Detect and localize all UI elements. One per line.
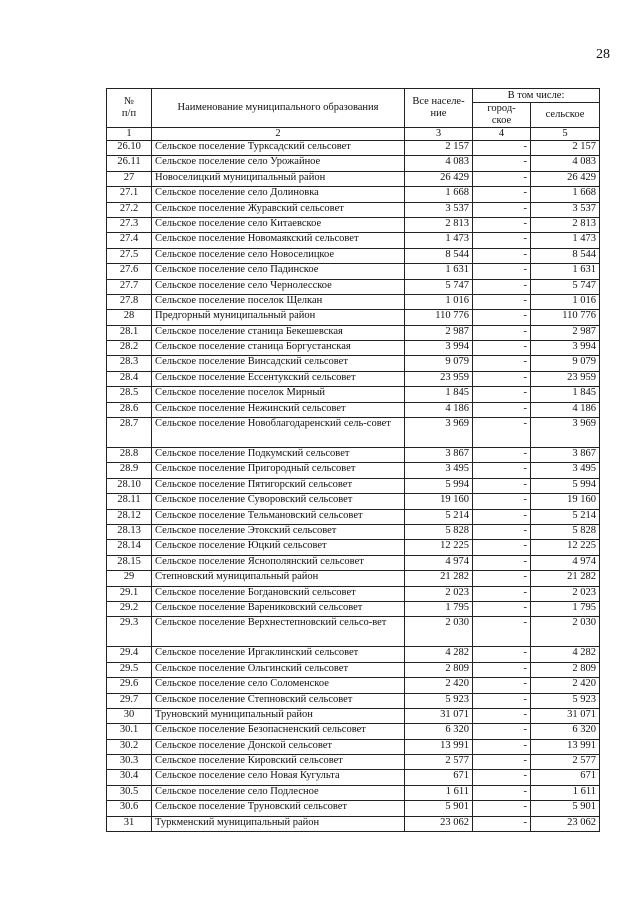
row-number: 30.1 <box>107 724 152 739</box>
row-urban: - <box>473 739 531 754</box>
row-number: 30.4 <box>107 770 152 785</box>
row-name: Сельское поселение Новоблагодаренский сель-совет <box>152 418 405 448</box>
row-rural: 1 668 <box>531 187 600 202</box>
table-row <box>107 141 600 156</box>
table-row <box>107 294 600 309</box>
row-urban: - <box>473 387 531 402</box>
row-rural: 6 320 <box>531 724 600 739</box>
row-urban: - <box>473 356 531 371</box>
row-total: 9 079 <box>405 356 473 371</box>
row-number: 28.2 <box>107 341 152 356</box>
row-rural: 13 991 <box>531 739 600 754</box>
row-rural: 1 845 <box>531 387 600 402</box>
header-all: Все населе- ние <box>405 89 473 128</box>
row-name: Сельское поселение Кировский сельсовет <box>152 755 405 770</box>
row-total: 13 991 <box>405 739 473 754</box>
row-name: Сельское поселение Пригородный сельсовет <box>152 463 405 478</box>
row-name: Сельское поселение Донской сельсовет <box>152 739 405 754</box>
table-row <box>107 310 600 325</box>
row-rural: 110 776 <box>531 310 600 325</box>
row-urban: - <box>473 555 531 570</box>
row-total: 23 959 <box>405 371 473 386</box>
table-row <box>107 693 600 708</box>
row-urban: - <box>473 724 531 739</box>
table-row <box>107 555 600 570</box>
row-total: 1 473 <box>405 233 473 248</box>
row-name: Сельское поселение Труновский сельсовет <box>152 801 405 816</box>
row-number: 28.5 <box>107 387 152 402</box>
row-number: 28.7 <box>107 418 152 448</box>
row-number: 28 <box>107 310 152 325</box>
row-number: 27.4 <box>107 233 152 248</box>
row-name: Сельское поселение Нежинский сельсовет <box>152 402 405 417</box>
row-name: Сельское поселение Степновский сельсовет <box>152 693 405 708</box>
row-total: 6 320 <box>405 724 473 739</box>
row-number: 26.11 <box>107 156 152 171</box>
row-rural: 1 795 <box>531 601 600 616</box>
population-table <box>106 88 600 832</box>
row-number: 28.15 <box>107 555 152 570</box>
row-urban: - <box>473 448 531 463</box>
row-urban: - <box>473 662 531 677</box>
row-urban: - <box>473 187 531 202</box>
column-index: 5 <box>531 128 600 141</box>
row-urban: - <box>473 494 531 509</box>
table-row <box>107 156 600 171</box>
column-index-row <box>107 128 600 141</box>
row-rural: 3 537 <box>531 202 600 217</box>
table-row <box>107 494 600 509</box>
row-urban: - <box>473 755 531 770</box>
table-row <box>107 171 600 186</box>
table-row <box>107 601 600 616</box>
row-urban: - <box>473 233 531 248</box>
row-urban: - <box>473 325 531 340</box>
row-name: Предгорный муниципальный район <box>152 310 405 325</box>
column-index: 4 <box>473 128 531 141</box>
row-rural: 1 473 <box>531 233 600 248</box>
row-rural: 23 959 <box>531 371 600 386</box>
row-name: Туркменский муниципальный район <box>152 816 405 831</box>
header-num: № п/п <box>107 89 152 128</box>
row-urban: - <box>473 279 531 294</box>
row-name: Сельское поселение Суворовский сельсовет <box>152 494 405 509</box>
table-row <box>107 402 600 417</box>
row-name: Сельское поселение Ольгинский сельсовет <box>152 662 405 677</box>
row-number: 28.8 <box>107 448 152 463</box>
row-total: 31 071 <box>405 708 473 723</box>
row-name: Сельское поселение село Китаевское <box>152 217 405 232</box>
row-urban: - <box>473 418 531 448</box>
row-urban: - <box>473 801 531 816</box>
row-urban: - <box>473 617 531 647</box>
row-total: 1 845 <box>405 387 473 402</box>
table-row <box>107 202 600 217</box>
row-name: Сельское поселение Новомаякский сельсовет <box>152 233 405 248</box>
header-urban: город- ское <box>473 103 531 128</box>
row-total: 1 795 <box>405 601 473 616</box>
row-number: 29 <box>107 571 152 586</box>
row-name: Сельское поселение Винсадский сельсовет <box>152 356 405 371</box>
row-rural: 12 225 <box>531 540 600 555</box>
row-urban: - <box>473 463 531 478</box>
row-number: 27.5 <box>107 248 152 263</box>
table-row <box>107 617 600 647</box>
row-number: 28.14 <box>107 540 152 555</box>
row-number: 28.3 <box>107 356 152 371</box>
row-total: 1 631 <box>405 264 473 279</box>
table-row <box>107 448 600 463</box>
row-number: 29.6 <box>107 678 152 693</box>
row-name: Сельское поселение Этокский сельсовет <box>152 524 405 539</box>
row-number: 27.2 <box>107 202 152 217</box>
table-row <box>107 387 600 402</box>
table-body <box>107 141 600 832</box>
row-total: 2 420 <box>405 678 473 693</box>
table-row <box>107 233 600 248</box>
table-row <box>107 540 600 555</box>
table-row <box>107 187 600 202</box>
row-total: 3 994 <box>405 341 473 356</box>
row-urban: - <box>473 785 531 800</box>
row-rural: 4 282 <box>531 647 600 662</box>
row-urban: - <box>473 693 531 708</box>
row-rural: 26 429 <box>531 171 600 186</box>
row-urban: - <box>473 264 531 279</box>
row-total: 3 969 <box>405 418 473 448</box>
table-row <box>107 478 600 493</box>
table-row <box>107 739 600 754</box>
row-rural: 3 969 <box>531 418 600 448</box>
row-number: 27.1 <box>107 187 152 202</box>
row-urban: - <box>473 171 531 186</box>
row-name: Труновский муниципальный район <box>152 708 405 723</box>
row-total: 2 157 <box>405 141 473 156</box>
column-index: 3 <box>405 128 473 141</box>
row-name: Сельское поселение Варениковский сельсовет <box>152 601 405 616</box>
row-name: Сельское поселение станица Бекешевская <box>152 325 405 340</box>
row-rural: 5 828 <box>531 524 600 539</box>
row-total: 19 160 <box>405 494 473 509</box>
row-rural: 2 813 <box>531 217 600 232</box>
row-number: 30.2 <box>107 739 152 754</box>
row-total: 4 282 <box>405 647 473 662</box>
table-row <box>107 371 600 386</box>
row-rural: 19 160 <box>531 494 600 509</box>
row-total: 26 429 <box>405 171 473 186</box>
row-number: 29.1 <box>107 586 152 601</box>
row-number: 28.1 <box>107 325 152 340</box>
row-number: 29.5 <box>107 662 152 677</box>
row-total: 1 668 <box>405 187 473 202</box>
table-row <box>107 325 600 340</box>
row-rural: 31 071 <box>531 708 600 723</box>
row-urban: - <box>473 310 531 325</box>
table-row <box>107 279 600 294</box>
row-urban: - <box>473 647 531 662</box>
row-number: 29.2 <box>107 601 152 616</box>
row-rural: 5 994 <box>531 478 600 493</box>
row-urban: - <box>473 816 531 831</box>
row-number: 30.5 <box>107 785 152 800</box>
row-total: 2 030 <box>405 617 473 647</box>
table-row <box>107 724 600 739</box>
row-total: 4 186 <box>405 402 473 417</box>
row-number: 27.6 <box>107 264 152 279</box>
row-number: 31 <box>107 816 152 831</box>
row-rural: 9 079 <box>531 356 600 371</box>
row-name: Сельское поселение село Новоселицкое <box>152 248 405 263</box>
row-urban: - <box>473 571 531 586</box>
row-rural: 8 544 <box>531 248 600 263</box>
row-number: 29.7 <box>107 693 152 708</box>
row-total: 2 023 <box>405 586 473 601</box>
row-total: 2 813 <box>405 217 473 232</box>
row-total: 1 016 <box>405 294 473 309</box>
row-urban: - <box>473 217 531 232</box>
row-total: 2 577 <box>405 755 473 770</box>
row-urban: - <box>473 770 531 785</box>
row-name: Сельское поселение Иргаклинский сельсовет <box>152 647 405 662</box>
row-total: 2 987 <box>405 325 473 340</box>
row-urban: - <box>473 402 531 417</box>
table-row <box>107 248 600 263</box>
row-rural: 5 214 <box>531 509 600 524</box>
row-rural: 2 030 <box>531 617 600 647</box>
row-rural: 1 016 <box>531 294 600 309</box>
row-rural: 2 577 <box>531 755 600 770</box>
row-name: Сельское поселение село Долиновка <box>152 187 405 202</box>
row-urban: - <box>473 540 531 555</box>
table-row <box>107 217 600 232</box>
row-urban: - <box>473 524 531 539</box>
row-total: 5 747 <box>405 279 473 294</box>
row-name: Сельское поселение поселок Щелкан <box>152 294 405 309</box>
row-number: 27 <box>107 171 152 186</box>
row-name: Сельское поселение Тельмановский сельсовет <box>152 509 405 524</box>
row-total: 5 994 <box>405 478 473 493</box>
row-number: 28.11 <box>107 494 152 509</box>
row-rural: 2 420 <box>531 678 600 693</box>
row-number: 28.9 <box>107 463 152 478</box>
row-name: Сельское поселение село Чернолесское <box>152 279 405 294</box>
row-number: 27.8 <box>107 294 152 309</box>
row-name: Сельское поселение село Подлесное <box>152 785 405 800</box>
row-rural: 21 282 <box>531 571 600 586</box>
row-total: 5 214 <box>405 509 473 524</box>
row-total: 2 809 <box>405 662 473 677</box>
row-number: 26.10 <box>107 141 152 156</box>
table-row <box>107 755 600 770</box>
row-rural: 5 923 <box>531 693 600 708</box>
table-row <box>107 418 600 448</box>
row-urban: - <box>473 248 531 263</box>
row-urban: - <box>473 678 531 693</box>
row-number: 28.10 <box>107 478 152 493</box>
row-name: Сельское поселение Юцкий сельсовет <box>152 540 405 555</box>
row-number: 28.12 <box>107 509 152 524</box>
row-total: 5 901 <box>405 801 473 816</box>
table-row <box>107 770 600 785</box>
row-rural: 1 611 <box>531 785 600 800</box>
row-total: 3 495 <box>405 463 473 478</box>
row-total: 3 867 <box>405 448 473 463</box>
row-urban: - <box>473 371 531 386</box>
header-rural: сельское <box>531 103 600 128</box>
row-name: Сельское поселение Журавский сельсовет <box>152 202 405 217</box>
row-number: 30 <box>107 708 152 723</box>
table-row <box>107 571 600 586</box>
row-total: 3 537 <box>405 202 473 217</box>
row-name: Степновский муниципальный район <box>152 571 405 586</box>
row-total: 5 828 <box>405 524 473 539</box>
header-name: Наименование муниципального образования <box>152 89 405 128</box>
row-rural: 2 157 <box>531 141 600 156</box>
table-row <box>107 509 600 524</box>
row-urban: - <box>473 509 531 524</box>
table-row <box>107 463 600 478</box>
table-row <box>107 341 600 356</box>
row-number: 28.4 <box>107 371 152 386</box>
row-urban: - <box>473 294 531 309</box>
row-number: 27.3 <box>107 217 152 232</box>
row-rural: 4 083 <box>531 156 600 171</box>
row-rural: 23 062 <box>531 816 600 831</box>
row-rural: 2 987 <box>531 325 600 340</box>
table-row <box>107 647 600 662</box>
row-name: Сельское поселение поселок Мирный <box>152 387 405 402</box>
table-row <box>107 356 600 371</box>
row-name: Сельское поселение село Падинское <box>152 264 405 279</box>
page-number: 28 <box>596 47 610 62</box>
row-name: Сельское поселение село Соломенское <box>152 678 405 693</box>
row-rural: 5 901 <box>531 801 600 816</box>
header-including: В том числе: <box>473 89 600 103</box>
row-urban: - <box>473 341 531 356</box>
row-name: Сельское поселение Подкумский сельсовет <box>152 448 405 463</box>
row-name: Сельское поселение Ессентукский сельсовет <box>152 371 405 386</box>
table-row <box>107 586 600 601</box>
row-name: Сельское поселение село Урожайное <box>152 156 405 171</box>
column-index: 2 <box>152 128 405 141</box>
row-number: 30.3 <box>107 755 152 770</box>
table-row <box>107 785 600 800</box>
row-urban: - <box>473 586 531 601</box>
row-name: Сельское поселение Безопасненский сельсовет <box>152 724 405 739</box>
row-rural: 3 867 <box>531 448 600 463</box>
row-number: 29.4 <box>107 647 152 662</box>
row-name: Сельское поселение Яснополянский сельсовет <box>152 555 405 570</box>
row-rural: 3 495 <box>531 463 600 478</box>
row-rural: 2 023 <box>531 586 600 601</box>
table-row <box>107 662 600 677</box>
row-total: 12 225 <box>405 540 473 555</box>
column-index: 1 <box>107 128 152 141</box>
row-total: 21 282 <box>405 571 473 586</box>
row-rural: 1 631 <box>531 264 600 279</box>
table-row <box>107 708 600 723</box>
row-name: Сельское поселение Богдановский сельсовет <box>152 586 405 601</box>
row-name: Новоселицкий муниципальный район <box>152 171 405 186</box>
row-total: 23 062 <box>405 816 473 831</box>
row-urban: - <box>473 601 531 616</box>
table-row <box>107 816 600 831</box>
row-total: 8 544 <box>405 248 473 263</box>
row-rural: 4 974 <box>531 555 600 570</box>
table-row <box>107 801 600 816</box>
row-total: 671 <box>405 770 473 785</box>
table-row <box>107 678 600 693</box>
row-number: 27.7 <box>107 279 152 294</box>
row-rural: 5 747 <box>531 279 600 294</box>
table-row <box>107 524 600 539</box>
row-number: 29.3 <box>107 617 152 647</box>
row-urban: - <box>473 202 531 217</box>
row-rural: 3 994 <box>531 341 600 356</box>
row-urban: - <box>473 478 531 493</box>
row-name: Сельское поселение Турксадский сельсовет <box>152 141 405 156</box>
row-name: Сельское поселение село Новая Кугульта <box>152 770 405 785</box>
row-total: 1 611 <box>405 785 473 800</box>
row-urban: - <box>473 156 531 171</box>
row-rural: 4 186 <box>531 402 600 417</box>
row-number: 28.13 <box>107 524 152 539</box>
row-name: Сельское поселение станица Боргустанская <box>152 341 405 356</box>
table-row <box>107 264 600 279</box>
row-name: Сельское поселение Пятигорский сельсовет <box>152 478 405 493</box>
row-rural: 2 809 <box>531 662 600 677</box>
row-total: 110 776 <box>405 310 473 325</box>
row-total: 4 974 <box>405 555 473 570</box>
row-name: Сельское поселение Верхнестепновский сельсо-вет <box>152 617 405 647</box>
row-total: 5 923 <box>405 693 473 708</box>
row-urban: - <box>473 708 531 723</box>
row-rural: 671 <box>531 770 600 785</box>
row-total: 4 083 <box>405 156 473 171</box>
row-number: 30.6 <box>107 801 152 816</box>
row-urban: - <box>473 141 531 156</box>
row-number: 28.6 <box>107 402 152 417</box>
